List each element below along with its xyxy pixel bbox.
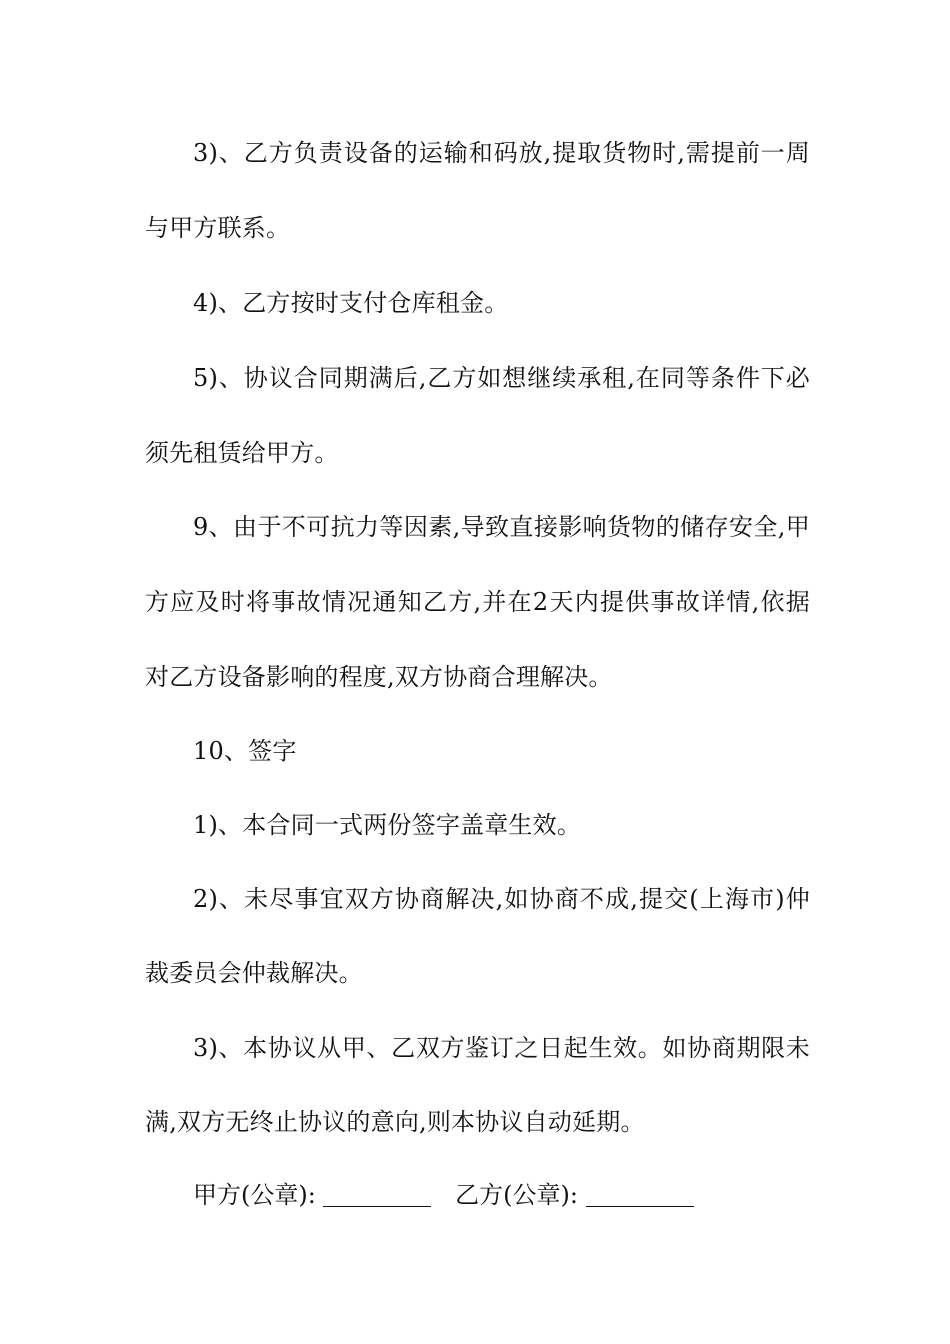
- signing-clause-2-line-2: 裁委员会仲裁解决。: [145, 959, 363, 987]
- signing-clause-2-line-1: 2)、未尽事宜双方协商解决,如协商不成,提交(上海市)仲: [193, 885, 810, 913]
- signing-clause-1: 1)、本合同一式两份签字盖章生效。: [193, 811, 582, 839]
- party-b-seal-label: 乙方(公章):: [455, 1181, 578, 1209]
- party-a-seal-label: 甲方(公章):: [193, 1181, 316, 1209]
- party-a-seal-blank: [323, 1180, 431, 1207]
- clause-5-line-1: 5)、协议合同期满后,乙方如想继续承租,在同等条件下必: [193, 364, 810, 392]
- clause-9-line-2: 方应及时将事故情况通知乙方,并在2天内提供事故详情,依据: [145, 588, 810, 616]
- clause-3-line-2: 与甲方联系。: [145, 214, 291, 242]
- party-b-seal-blank: [586, 1180, 694, 1207]
- clause-3-line-1: 3)、乙方负责设备的运输和码放,提取货物时,需提前一周: [193, 139, 810, 167]
- clause-4-line-1: 4)、乙方按时支付仓库租金。: [193, 289, 509, 317]
- clause-9-line-1: 9、由于不可抗力等因素,导致直接影响货物的储存安全,甲: [193, 513, 810, 541]
- signing-clause-3-line-2: 满,双方无终止协议的意向,则本协议自动延期。: [145, 1108, 645, 1136]
- signature-row: [193, 1180, 793, 1214]
- section-10-heading: 10、签字: [193, 737, 297, 765]
- clause-9-line-3: 对乙方设备影响的程度,双方协商合理解决。: [145, 663, 613, 691]
- clause-5-line-2: 须先租赁给甲方。: [145, 439, 339, 467]
- signing-clause-3-line-1: 3)、本协议从甲、乙双方鉴订之日起生效。如协商期限未: [193, 1034, 810, 1062]
